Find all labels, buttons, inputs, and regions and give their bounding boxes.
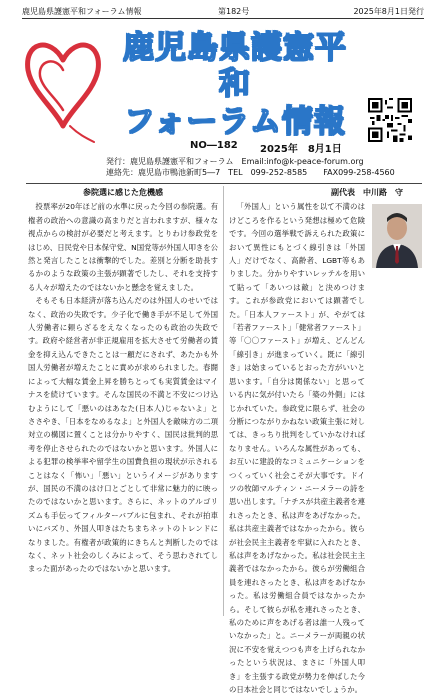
masthead-title-line2: フォーラム情報 [123, 104, 347, 140]
header-date: 2025年8月1日発行 [353, 7, 424, 16]
right-paragraph-1: 「外国人」という属性を以て不満のはけどころを作るという発想は極めて危険です。今回の選挙戦で訴えられた政策において異性にもとづく線引きは「外国人」だけでなく、高齢者、LGBT等もありました。分かりやすいレッテルを用いて貼って「あいつは敵」と決めつけます。これが参政党においては顕著でした。「日本人ファースト」が、やがては「若者ファースト」「健常者ファースト」等「〇〇ファースト」が増え、どんどん「線引き」が進まっていく。既に「線引き」は始まっているとおった方がいいと思います。「自分は関係ない」と思っている内に気が付いたら「築の外側」にはじかれていた。参政党に限らず、社会の分断につながりかねない政策主張に対しては、きっちり批判をしていかなければなりません。いろんな属性があっても、お互いに建設的なコミュニケーションをつくっていく社会こそが大事です。ドイツの牧師マルティン・ニーメラーの詩を思い出します。「ナチスが共産主義者を連れさったとき、私は声をあげなかった。私は共産主義者ではなかったから。彼らが社会民主主義者を牢獄に入れたとき、私は声をあげなかった。私は社会民主主義者ではなかったから。彼らが労働組合員を連れさったとき、私は声をあげなかった。私は労働組合員ではなかったから。そして彼らが私を連れさったとき、私のために声をあげる者は誰一人残っていなかった」と。ニーメラーが両親の状況に不安を覚えつつも声を上げられなかったという状況は、まさに「外国人叩き」を主張する政党が勢力を伸ばした今の日本社会と同じではないでしょうか。 [229, 202, 365, 695]
masthead-title-line1: 鹿児島県護憲平和 [123, 30, 347, 102]
contact-line: 連絡先：鹿児島市鴨池新町5―7 TEL 099-252-8585 FAX099-258-4560 [106, 168, 395, 177]
qr-code-icon[interactable] [368, 98, 412, 142]
issue-date: 2025年 8月1日 [260, 144, 342, 155]
column-divider [223, 186, 224, 616]
right-column-title: 副代表 中川路 守 [331, 188, 403, 197]
header-issue: 第182号 [218, 7, 250, 16]
left-paragraph-2: そもそも日本経済が落ち込んだのは外国人のせいではなく、政治の失敗です。少子化で働き手が不足して外国人労働者に頼らざるをえなくなったのも政治の失政です。政府や経営者が非正規雇用を拡大させて労働者の賃金を抑え込んできたことは一顧だにされず、あたかも外国人労働者が増えたことに責めが求められました。春闘によって大幅な賃金上昇を勝ちとっても実質賃金はマイナスを続けています。そんな国民の不満と不安につけ込むようにして「悪いのはあなた(日本人)じゃないよ」とささやき、「日本をなめるなよ」と外国人を敵味方の二項対立の構図に置くことは分かりやすく、国民は批判的思考を停止させられたのではないかと思います。外国人による犯罪の検挙率や留学生の国費負担の現状が示されることはなく「怖い」「悪い」というイメージがありますが、国民の不満のはけ口とごとして非常に魅力的に映ったのではないかと思います。さらに、ネットのアルゴリズムも手伝ってフィルターバブルに包まれ、それが拍車いにバズり、外国人叩きはたちまちネットのトレンドになりました。有権者が政策的にきちんと判断したのではなく、ネット社会のしくみによって、そう思わされてしまった面があったのではないかと思います。 [28, 296, 218, 574]
publisher-info [106, 156, 395, 178]
heart-peace-logo-icon [20, 30, 106, 148]
issue-number: NO―182 [190, 140, 238, 151]
publisher-line: 発行：鹿児島県護憲平和フォーラム Email:info@k-peace-forum.org [106, 157, 364, 166]
left-column [28, 186, 218, 576]
left-paragraph-1: 投票率が20年ほど前の水準に戻った今回の参院選。有権者の政治への意識の高まりだと言われますが、様々な視点からの検討が必要だと考えます。とりわけ参政党をはじめ、日民党や日本保守党、N国党等が外国人叩きを公然と発言したことは衝撃的でした。差別と分断を助長するかのような政策の主張が顕著でしたし、それを支持する人々が増えたのではないかと懸念を覚えました。 [28, 202, 219, 292]
header-rule [22, 18, 424, 19]
masthead-title [110, 30, 360, 140]
author-photo [372, 204, 422, 268]
header-publication: 鹿児島県護憲平和フォーラム情報 [22, 7, 142, 16]
running-header [22, 6, 424, 18]
section-rule [26, 183, 422, 184]
left-column-title: 参院選に感じた危機感 [83, 188, 163, 197]
